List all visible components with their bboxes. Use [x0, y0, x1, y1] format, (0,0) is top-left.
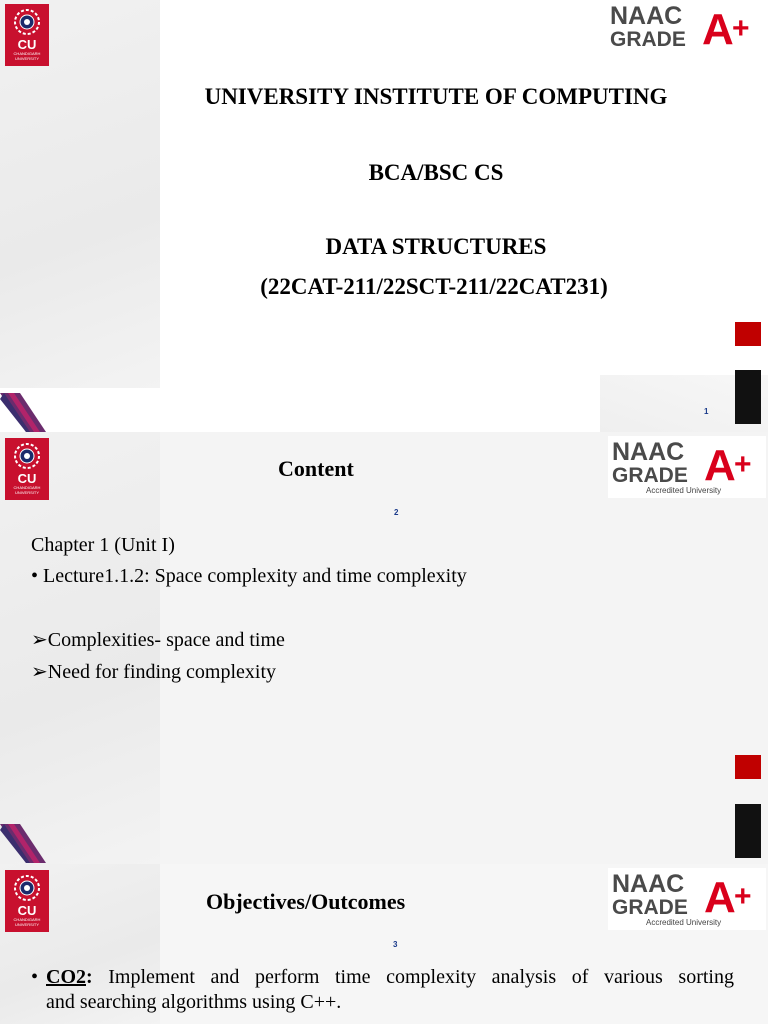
cu-logo-subtext: CHANDIGARH UNIVERSITY	[13, 485, 41, 495]
bullet-dot: •	[31, 565, 39, 587]
svg-text:+: +	[732, 12, 750, 45]
slide-1	[0, 0, 768, 432]
point-text: Complexities- space and time	[47, 629, 285, 651]
course-title: DATA STRUCTURES	[325, 234, 547, 259]
naac-accredited-text: Accredited University	[646, 918, 722, 927]
cu-emblem-icon	[12, 7, 42, 37]
cu-logo-text: CU	[17, 471, 37, 486]
slide-heading: Objectives/Outcomes	[206, 889, 406, 914]
cu-logo-text: CU	[17, 903, 37, 918]
list-item	[31, 661, 276, 683]
cu-logo	[5, 4, 49, 66]
page-number: 2	[394, 508, 399, 517]
slide-2	[0, 432, 768, 864]
naac-logo	[608, 868, 766, 930]
svg-text:+: +	[734, 880, 752, 913]
svg-text:+: +	[734, 448, 752, 481]
cu-emblem-icon	[12, 441, 42, 471]
decorative-stripe	[0, 824, 48, 864]
lecture-item	[31, 565, 467, 587]
accent-red-square	[735, 755, 761, 779]
cu-emblem-icon	[12, 873, 42, 903]
svg-text:GRADE: GRADE	[612, 464, 688, 486]
accent-black-bar	[735, 804, 761, 858]
svg-text:A: A	[704, 441, 736, 486]
svg-text:A: A	[702, 5, 734, 50]
objective-text-line1: Implement and perform time complexity analysis of various sorting	[108, 966, 734, 988]
course-code: (22CAT-211/22SCT-211/22CAT231)	[260, 274, 608, 299]
naac-logo-graphic	[606, 0, 764, 50]
naac-accredited-text: Accredited University	[646, 486, 722, 495]
arrow-bullet-icon: ➢	[31, 629, 48, 651]
institute-title: UNIVERSITY INSTITUTE OF COMPUTING	[204, 84, 668, 109]
naac-logo-graphic	[608, 868, 766, 918]
slide-3	[0, 864, 768, 1024]
cu-logo-subtext: CHANDIGARH UNIVERSITY	[13, 917, 41, 927]
page-number: 3	[393, 940, 398, 949]
accent-black-bar	[735, 370, 761, 424]
svg-text:NAAC: NAAC	[612, 438, 685, 466]
cu-logo-subtext: CHANDIGARH UNIVERSITY	[13, 51, 41, 61]
objective-text-line2: and searching algorithms using C++.	[46, 991, 342, 1013]
cu-logo	[5, 438, 49, 500]
bullet-dot: •	[31, 966, 39, 988]
svg-text:GRADE: GRADE	[612, 896, 688, 918]
lecture-text: Lecture1.1.2: Space complexity and time complexity	[43, 565, 467, 587]
point-text: Need for finding complexity	[47, 661, 277, 683]
naac-logo	[608, 436, 766, 498]
cu-logo	[5, 870, 49, 932]
naac-logo-graphic	[608, 436, 766, 486]
svg-text:NAAC: NAAC	[612, 870, 685, 898]
page-number: 1	[704, 407, 709, 416]
svg-text:A: A	[704, 873, 736, 918]
naac-logo	[606, 0, 764, 62]
svg-text:GRADE: GRADE	[610, 28, 686, 50]
chapter-title: Chapter 1 (Unit I)	[31, 534, 175, 556]
decorative-stripe	[0, 393, 48, 432]
co-label: CO2	[46, 966, 86, 988]
cu-logo-text: CU	[17, 37, 37, 52]
objective-item: CO2: Implement and perform time complexity analysis of various sorting	[46, 966, 734, 988]
svg-text:NAAC: NAAC	[610, 2, 683, 30]
arrow-bullet-icon: ➢	[31, 661, 48, 683]
accent-red-square	[735, 322, 761, 346]
list-item	[31, 629, 285, 651]
program-title: BCA/BSC CS	[368, 160, 504, 185]
slide-heading: Content	[278, 456, 354, 481]
